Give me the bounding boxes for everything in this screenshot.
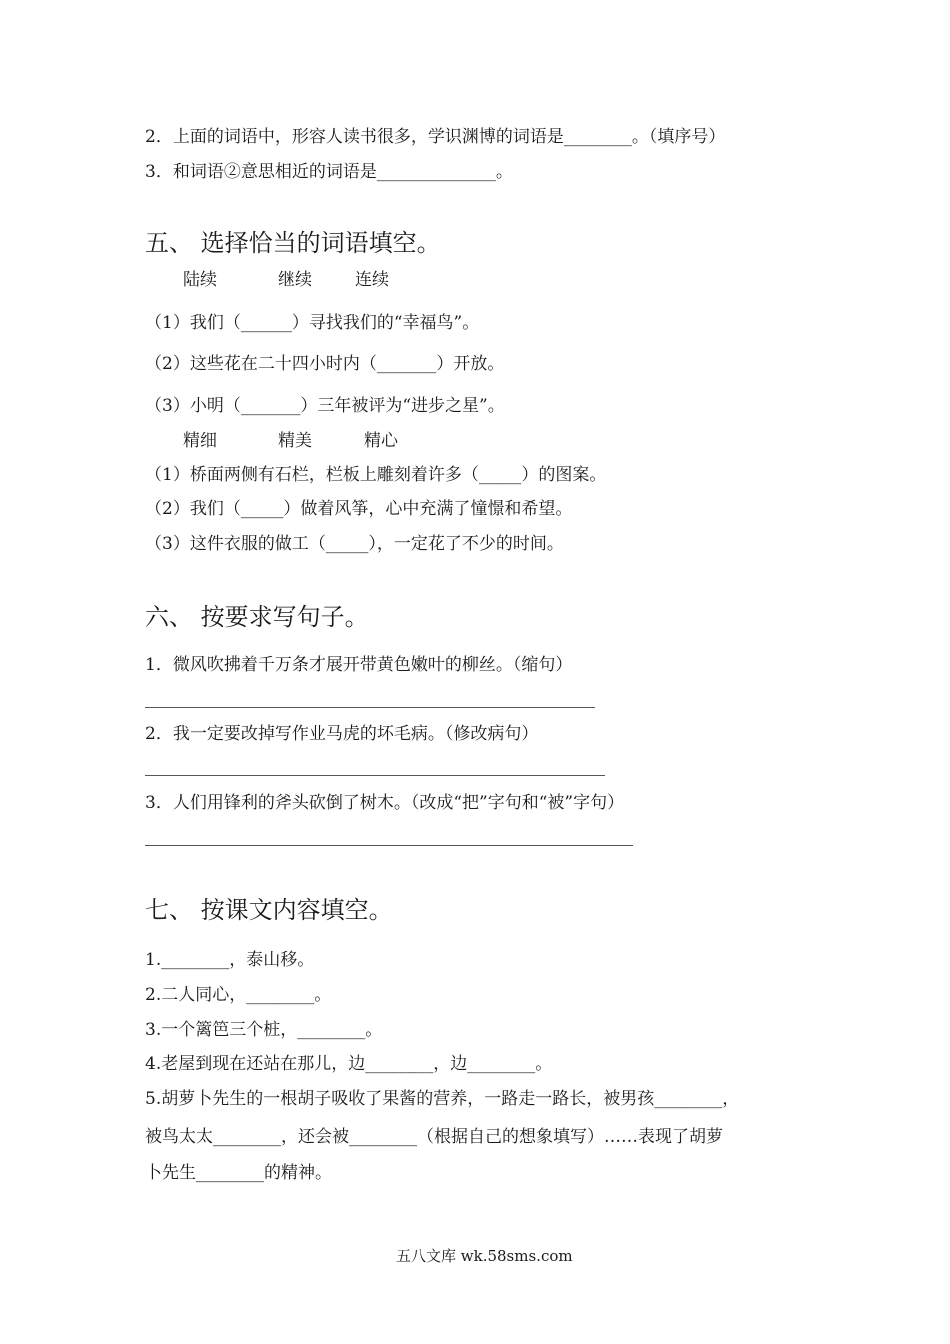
question-5-1-3: （3）小明（_______）三年被评为“进步之星”。 xyxy=(145,396,505,416)
question-5-2-2: （2）我们（_____）做着风筝，心中充满了憧憬和希望。 xyxy=(145,499,573,519)
question-7-3: 3.一个篱笆三个桩，________。 xyxy=(145,1020,383,1040)
question-5-1-2: （2）这些花在二十四小时内（_______）开放。 xyxy=(145,354,505,374)
answer-line xyxy=(145,707,595,708)
answer-line xyxy=(145,845,633,846)
word-option: 精细 xyxy=(183,431,217,451)
question-7-1: 1.________，泰山移。 xyxy=(145,950,315,970)
question-5-1-1: （1）我们（______）寻找我们的“幸福鸟”。 xyxy=(145,313,480,333)
answer-line xyxy=(145,775,605,776)
word-option: 陆续 xyxy=(183,270,217,290)
section-7-title: 七、 按课文内容填空。 xyxy=(145,896,393,924)
question-5-2-1: （1）桥面两侧有石栏，栏板上雕刻着许多（_____）的图案。 xyxy=(145,465,607,485)
question-6-1: 1．微风吹拂着千万条才展开带黄色嫩叶的柳丝。（缩句） xyxy=(145,655,573,675)
word-option: 继续 xyxy=(278,270,312,290)
question-7-5-line-3: 卜先生________的精神。 xyxy=(145,1163,332,1183)
word-bank-1 xyxy=(0,269,950,291)
question-7-2: 2.二人同心，________。 xyxy=(145,985,332,1005)
section-5-title: 五、 选择恰当的词语填空。 xyxy=(145,229,441,257)
section-6-title: 六、 按要求写句子。 xyxy=(145,603,369,631)
question-6-2: 2．我一定要改掉写作业马虎的坏毛病。（修改病句） xyxy=(145,724,539,744)
question-4-3: 3．和词语②意思相近的词语是______________。 xyxy=(145,162,513,182)
question-7-5-line-1: 5.胡萝卜先生的一根胡子吸收了果酱的营养，一路走一路长，被男孩________， xyxy=(145,1089,740,1109)
question-4-2: 2．上面的词语中，形容人读书很多，学识渊博的词语是________。（填序号） xyxy=(145,127,726,147)
word-bank-2 xyxy=(0,430,950,452)
word-option: 精心 xyxy=(364,431,398,451)
word-option: 连续 xyxy=(355,270,389,290)
question-5-2-3: （3）这件衣服的做工（_____），一定花了不少的时间。 xyxy=(145,534,564,554)
word-option: 精美 xyxy=(278,431,312,451)
question-7-4: 4.老屋到现在还站在那儿，边________，边________。 xyxy=(145,1054,553,1074)
footer-watermark: 五八文库 wk.58sms.com xyxy=(396,1247,573,1265)
question-6-3: 3．人们用锋利的斧头砍倒了树木。（改成“把”字句和“被”字句） xyxy=(145,793,625,813)
question-7-5-line-2: 被鸟太太________，还会被________（根据自己的想象填写）……表现了胡萝 xyxy=(145,1127,723,1147)
